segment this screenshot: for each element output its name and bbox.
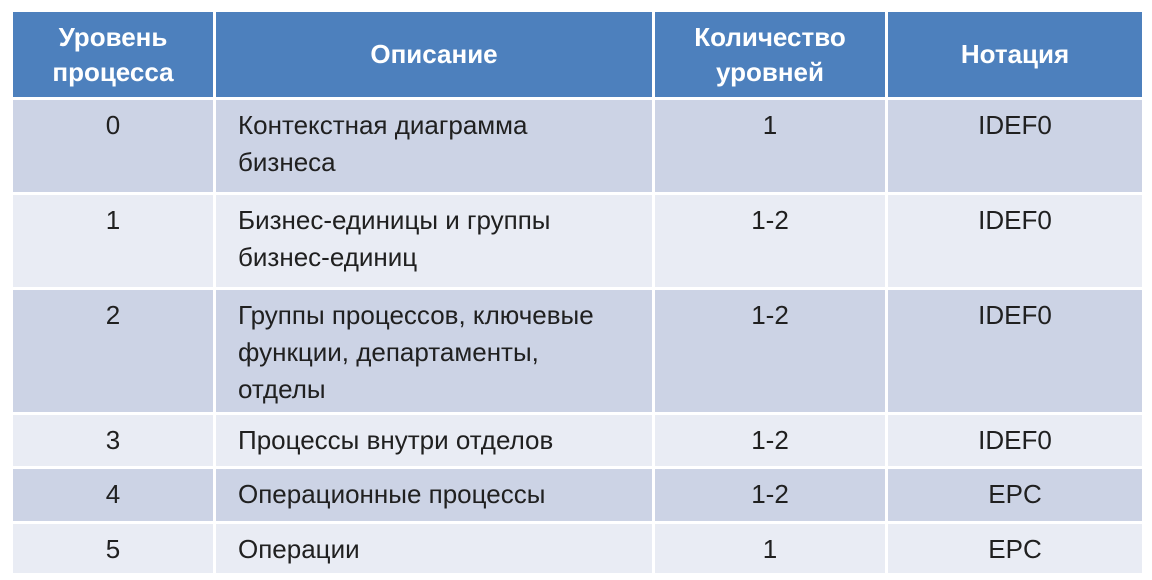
cell-process-level: 4 [12, 468, 215, 523]
cell-process-level: 2 [12, 289, 215, 414]
column-header-levels-count: Количество уровней [654, 11, 887, 99]
cell-levels-count: 1-2 [654, 414, 887, 468]
cell-levels-count: 1 [654, 99, 887, 194]
cell-notation: IDEF0 [887, 414, 1144, 468]
cell-notation: EPC [887, 468, 1144, 523]
cell-process-level: 5 [12, 523, 215, 575]
table-row [12, 523, 1144, 575]
cell-description: Группы процессов, ключевые функции, департаменты, отделы [215, 289, 654, 414]
cell-process-level: 0 [12, 99, 215, 194]
cell-process-level: 1 [12, 194, 215, 289]
cell-levels-count: 1-2 [654, 194, 887, 289]
cell-notation: IDEF0 [887, 194, 1144, 289]
table-row [12, 289, 1144, 414]
table-row [12, 468, 1144, 523]
cell-description: Операционные процессы [215, 468, 654, 523]
table-row [12, 99, 1144, 194]
column-header-process-level: Уровень процесса [12, 11, 215, 99]
cell-levels-count: 1-2 [654, 289, 887, 414]
cell-levels-count: 1 [654, 523, 887, 575]
cell-notation: IDEF0 [887, 289, 1144, 414]
cell-levels-count: 1-2 [654, 468, 887, 523]
table-row [12, 194, 1144, 289]
cell-process-level: 3 [12, 414, 215, 468]
process-levels-table [10, 9, 1145, 576]
cell-description: Операции [215, 523, 654, 575]
cell-description: Процессы внутри отделов [215, 414, 654, 468]
column-header-notation: Нотация [887, 11, 1144, 99]
cell-notation: EPC [887, 523, 1144, 575]
cell-description: Бизнес-единицы и группы бизнес-единиц [215, 194, 654, 289]
cell-description: Контекстная диаграмма бизнеса [215, 99, 654, 194]
cell-notation: IDEF0 [887, 99, 1144, 194]
table-row [12, 414, 1144, 468]
column-header-description: Описание [215, 11, 654, 99]
table-header-row [12, 11, 1144, 99]
